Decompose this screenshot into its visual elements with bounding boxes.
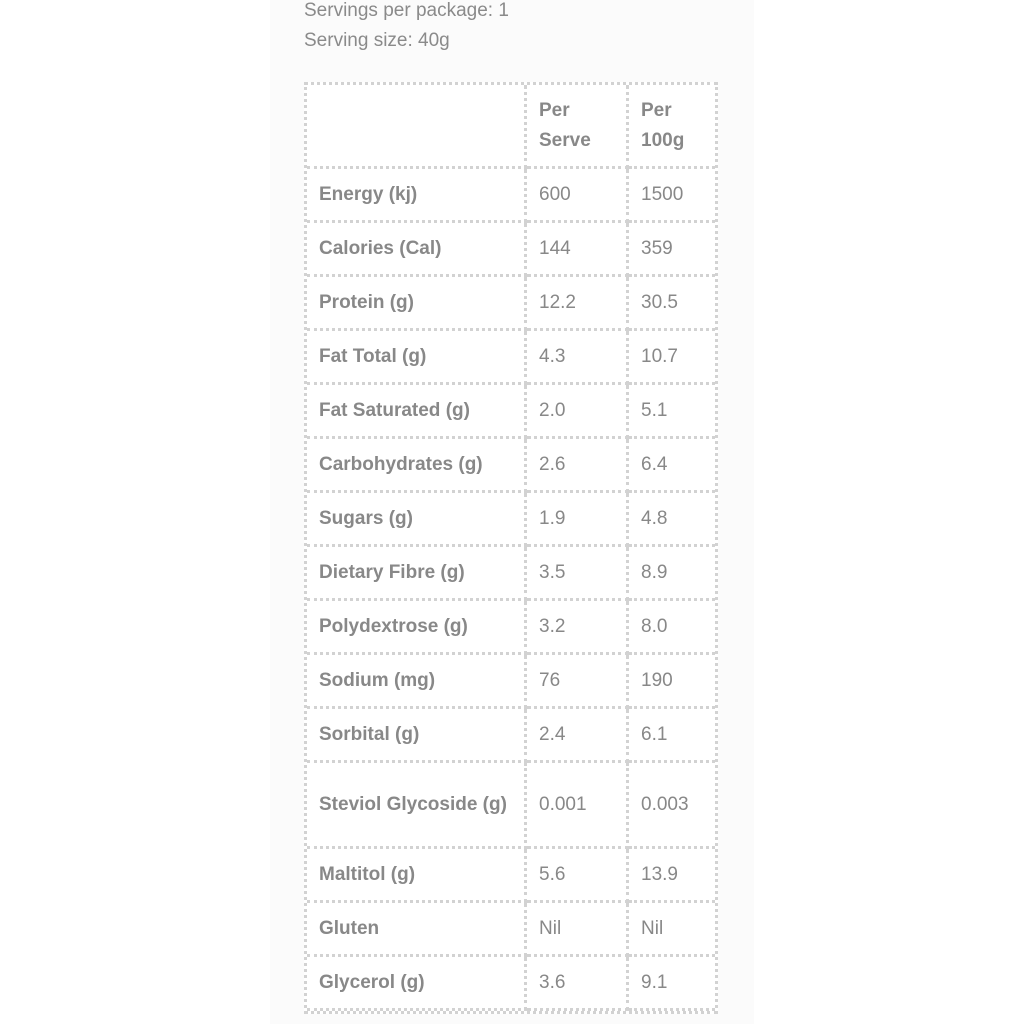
nutrient-name: Carbohydrates (g)	[307, 439, 527, 493]
nutrient-name: Maltitol (g)	[307, 849, 527, 903]
table-row	[307, 709, 715, 763]
serving-info	[304, 0, 724, 60]
table-row	[307, 655, 715, 709]
value-per-serve: 2.0	[527, 385, 629, 439]
value-per-serve: 12.2	[527, 277, 629, 331]
value-per-100g: 9.1	[629, 957, 715, 1011]
nutrient-name: Steviol Glycoside (g)	[307, 763, 527, 849]
value-per-serve: 2.6	[527, 439, 629, 493]
value-per-100g: 190	[629, 655, 715, 709]
value-per-100g: 6.1	[629, 709, 715, 763]
table-row	[307, 439, 715, 493]
value-per-100g: 4.8	[629, 493, 715, 547]
value-per-100g: Nil	[629, 903, 715, 957]
header-per-100g: Per 100g	[629, 85, 715, 169]
table-row	[307, 277, 715, 331]
nutrient-name: Protein (g)	[307, 277, 527, 331]
header-per-serve: Per Serve	[527, 85, 629, 169]
nutrient-name: Sugars (g)	[307, 493, 527, 547]
table-row	[307, 169, 715, 223]
value-per-100g: 10.7	[629, 331, 715, 385]
table-row	[307, 601, 715, 655]
nutrition-table	[304, 82, 718, 1014]
value-per-100g: 6.4	[629, 439, 715, 493]
nutrient-name: Sodium (mg)	[307, 655, 527, 709]
nutrient-name: Sorbital (g)	[307, 709, 527, 763]
nutrient-name: Fat Saturated (g)	[307, 385, 527, 439]
table-row	[307, 849, 715, 903]
table-header-row	[307, 85, 715, 169]
value-per-100g: 13.9	[629, 849, 715, 903]
value-per-serve: 0.001	[527, 763, 629, 849]
nutrient-name: Glycerol (g)	[307, 957, 527, 1011]
nutrient-name: Gluten	[307, 903, 527, 957]
value-per-100g: 8.0	[629, 601, 715, 655]
value-per-serve: Nil	[527, 903, 629, 957]
value-per-serve: 144	[527, 223, 629, 277]
value-per-serve: 2.4	[527, 709, 629, 763]
header-nutrient	[307, 85, 527, 169]
nutrient-name: Polydextrose (g)	[307, 601, 527, 655]
table-row	[307, 903, 715, 957]
nutrient-name: Fat Total (g)	[307, 331, 527, 385]
value-per-serve: 76	[527, 655, 629, 709]
value-per-serve: 4.3	[527, 331, 629, 385]
value-per-serve: 5.6	[527, 849, 629, 903]
servings-per-package: Servings per package: 1	[304, 0, 509, 21]
value-per-100g: 8.9	[629, 547, 715, 601]
table-body	[307, 169, 715, 1011]
value-per-100g: 359	[629, 223, 715, 277]
table-row	[307, 331, 715, 385]
nutrient-name: Dietary Fibre (g)	[307, 547, 527, 601]
table-row	[307, 385, 715, 439]
value-per-100g: 1500	[629, 169, 715, 223]
value-per-serve: 3.5	[527, 547, 629, 601]
value-per-serve: 1.9	[527, 493, 629, 547]
table-row	[307, 493, 715, 547]
value-per-100g: 5.1	[629, 385, 715, 439]
serving-size: Serving size: 40g	[304, 30, 450, 51]
nutrient-name: Calories (Cal)	[307, 223, 527, 277]
value-per-serve: 600	[527, 169, 629, 223]
table-row	[307, 547, 715, 601]
value-per-serve: 3.2	[527, 601, 629, 655]
value-per-serve: 3.6	[527, 957, 629, 1011]
table-row	[307, 957, 715, 1011]
value-per-100g: 0.003	[629, 763, 715, 849]
nutrient-name: Energy (kj)	[307, 169, 527, 223]
table-row	[307, 763, 715, 849]
value-per-100g: 30.5	[629, 277, 715, 331]
table-row	[307, 223, 715, 277]
